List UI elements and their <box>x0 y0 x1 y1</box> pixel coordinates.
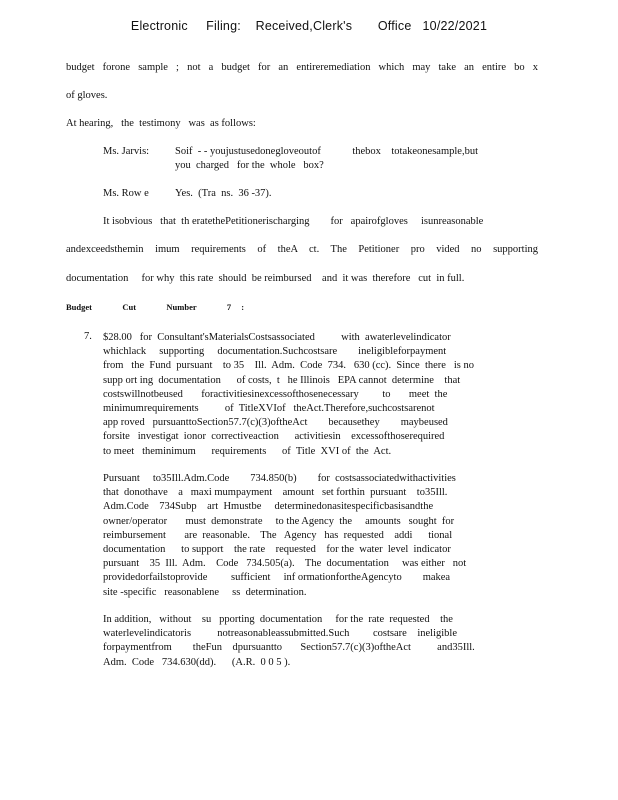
item-p2-line: that donothave a maxi mumpayment amount set forthin pursuant to35Ill. <box>103 487 448 499</box>
item-p2-line: reimbursement are reasonable. The Agency has requested addi tional <box>103 529 453 541</box>
item-p1-line: minimumrequirements of TitleXVIof theAct.Therefore,suchcostsarenot <box>103 403 435 415</box>
intro-line-1: budget forone sample ; not a budget for an entireremediation which may take an entire bo x <box>66 62 538 73</box>
item-p2-line: pursuant 35 Ill. Adm. Code 734.505(a). The documentation was either not <box>103 558 467 570</box>
item-p1-line: from the Fund pursuant to 35 Ill. Adm. Code 734. 630 (cc). Since there is no <box>103 360 474 372</box>
speech-rowe-line-1: Yes. (Tra ns. 36 -37). <box>175 188 272 199</box>
speech-jarvis-line-1: Soif - - youjustusedonegloveoutof thebox totakeonesample,but <box>175 146 478 157</box>
item-p1-line: to meet theminimum requirements of Title XVI of the Act. <box>103 445 392 457</box>
item-p1-line: supp ort ing documentation of costs, t he Illinois EPA cannot determine that <box>103 374 461 386</box>
item-p3-line: waterlevelindicatoris notreasonableassubmitted.Such costsare ineligible <box>103 628 457 640</box>
item-p2-line: providedorfailstoprovide sufficient inf ormationfortheAgencyto makea <box>103 572 451 584</box>
item-p1-line: forsite investigat ionor correctiveaction activitiesin excessofthoserequired <box>103 431 445 443</box>
obvious-line-2: andexceedsthemin imum requirements of theA ct. The Petitioner pro vided no supporting <box>66 244 538 255</box>
item-p3-line: In addition, without su pporting documentation for the rate requested the <box>103 614 453 625</box>
item-p2-line: site -specific reasonablene ss determination. <box>103 586 307 598</box>
item-number: 7. <box>84 331 92 342</box>
speech-jarvis-line-2: you charged for the whole box? <box>175 160 324 171</box>
item-paragraph-2 <box>103 472 492 600</box>
filing-header-text: Electronic Filing: Received,Clerk's Office 10/22/2021 <box>130 19 488 33</box>
hearing-intro: At hearing, the testimony was as follows: <box>66 118 256 129</box>
item-paragraph-3 <box>103 613 492 670</box>
item-p1-line: app roved pursuanttoSection57.7(c)(3)oftheAct becausethey maybeused <box>103 417 448 429</box>
item-paragraph-1 <box>103 331 492 459</box>
item-p2-line: documentation to support the rate requested for the water level indicator <box>103 544 451 556</box>
intro-line-2: of gloves. <box>66 90 108 101</box>
speaker-jarvis: Ms. Jarvis: <box>103 146 150 157</box>
item-p2-line: owner/operator must demonstrate to the Agency the amounts sought for <box>103 515 455 527</box>
item-p3-line: Adm. Code 734.630(dd). (A.R. 0 0 5 ). <box>103 656 291 668</box>
budget-cut-label: Budget Cut Number 7 : <box>66 302 245 312</box>
item-p1-line: $28.00 for Consultant'sMaterialsCostsassociated with awaterlevelindicator <box>103 332 451 343</box>
item-p2-line: Pursuant to35Ill.Adm.Code 734.850(b) for costsassociatedwithactivities <box>103 473 456 484</box>
item-p2-line: Adm.Code 734Subp art Hmustbe determinedonasitespecificbasisandthe <box>103 501 434 513</box>
item-p1-line: whichlack supporting documentation.Suchcostsare ineligibleforpayment <box>103 346 447 358</box>
speaker-rowe: Ms. Row e <box>103 188 149 199</box>
item-p3-line: forpaymentfrom theFun dpursuantto Section57.7(c)(3)oftheAct and35Ill. <box>103 642 475 654</box>
page-header <box>0 19 618 33</box>
obvious-line-3: documentation for why this rate should be reimbursed and it was therefore cut in full. <box>66 273 465 284</box>
obvious-line-1: It isobvious that th eratethePetitionerischarging for apairofgloves isunreasonable <box>103 216 484 227</box>
item-p1-line: costswillnotbeused foractivitiesinexcessofthosenecessary to meet the <box>103 388 448 400</box>
